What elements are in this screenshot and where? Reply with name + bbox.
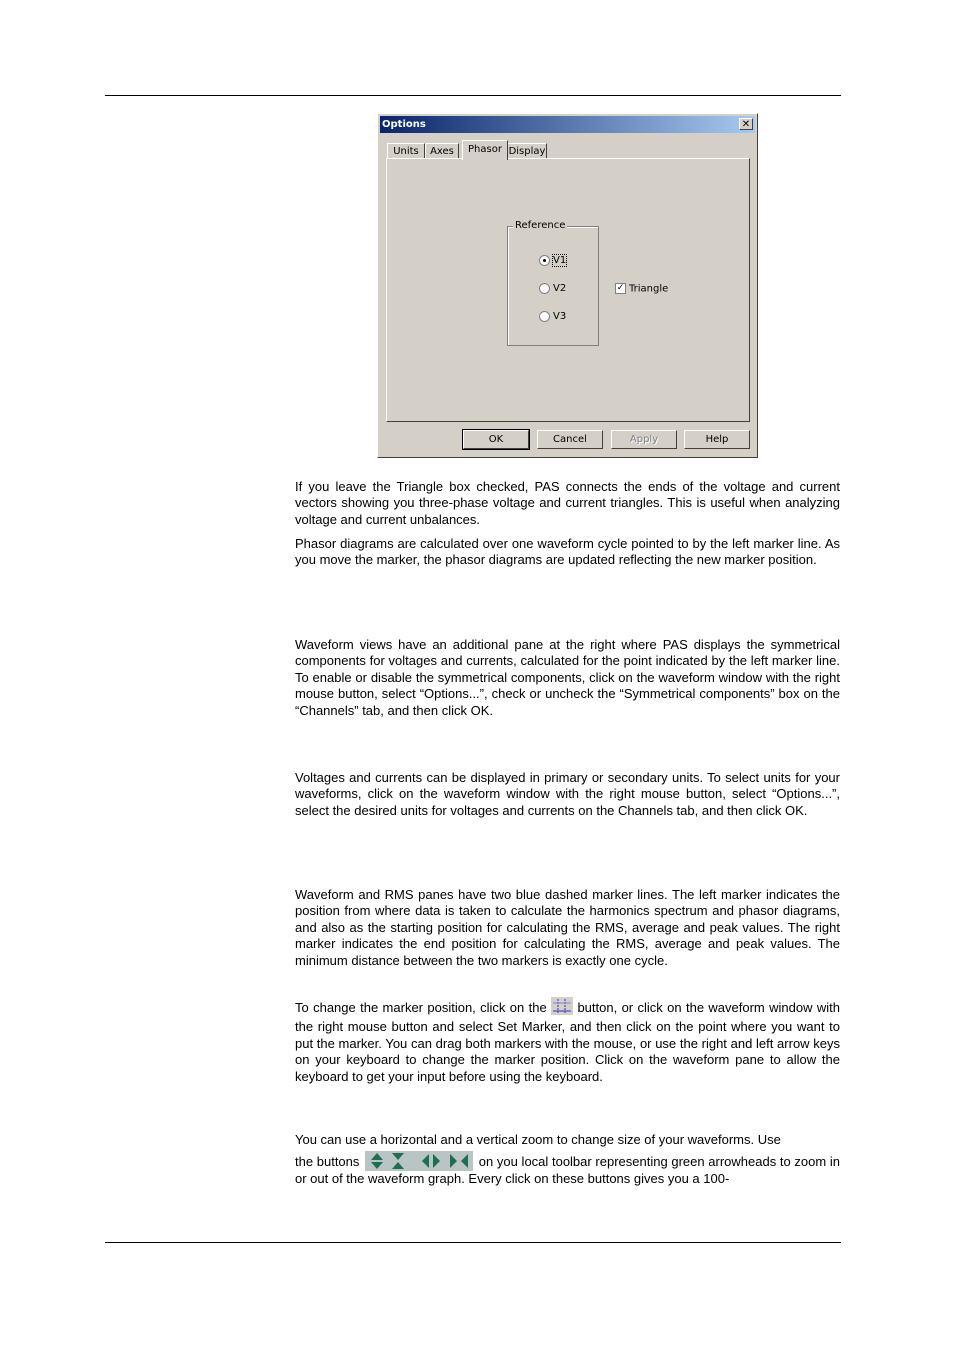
tab-units[interactable] <box>387 143 425 159</box>
apply-button[interactable]: Apply <box>611 430 677 449</box>
zoom-vertical-in-icon <box>371 1153 383 1169</box>
tab-units-label: Units <box>393 146 419 157</box>
paragraph-zoom-buttons <box>295 1151 840 1187</box>
zoom-text-start: the buttons <box>295 1154 360 1169</box>
radio-v3-indicator[interactable] <box>539 311 550 322</box>
radio-v3[interactable] <box>539 310 566 324</box>
paragraph-triangle: If you leave the Triangle box checked, PAS connects the ends of the voltage and current vectors showing you three-phase voltage and current triangles. This is useful when analyzing voltage and current unbalances. <box>295 479 840 527</box>
reference-groupbox <box>507 220 599 346</box>
triangle-label: Triangle <box>629 283 669 295</box>
triangle-checkbox[interactable]: ✓ <box>616 283 625 293</box>
radio-v3-label: V3 <box>553 311 567 322</box>
dialog-title: Options <box>382 119 426 130</box>
radio-v1[interactable] <box>539 254 566 268</box>
radio-v2-indicator[interactable] <box>539 283 550 294</box>
options-dialog <box>377 113 758 458</box>
radio-v1-indicator[interactable] <box>539 255 550 266</box>
cancel-button[interactable]: Cancel <box>537 430 603 449</box>
zoom-horizontal-out-icon <box>450 1154 468 1168</box>
tab-axes[interactable] <box>425 143 459 159</box>
paragraph-units: Voltages and currents can be displayed in primary or secondary units. To select units for your waveforms, click on the waveform window with the right mouse button, select “Options...”, select the desired units for voltages and currents on the Channels tab, and then click OK. <box>295 770 840 818</box>
zoom-vertical-out-icon <box>392 1153 404 1169</box>
header-rule <box>105 95 841 96</box>
ok-button[interactable]: OK <box>463 430 529 449</box>
radio-v2[interactable] <box>539 282 566 296</box>
footer-rule <box>105 1242 841 1243</box>
paragraph-marker-position <box>295 997 840 1085</box>
tab-display-label: Display <box>508 146 546 157</box>
tab-phasor[interactable] <box>462 140 508 160</box>
tab-display[interactable] <box>507 143 547 159</box>
paragraph-markers: Waveform and RMS panes have two blue dashed marker lines. The left marker indicates the position from where data is taken to calculate the harmonics spectrum and phasor diagrams, and also as the starting position for calculating the RMS, average and peak values. The right marker indicates the end position for calculating the RMS, average and peak values. The minimum distance between the two markers is exactly one cycle. <box>295 887 840 968</box>
phasor-tab-panel <box>386 158 750 422</box>
close-icon: ✕ <box>741 119 751 130</box>
close-button[interactable] <box>739 118 753 130</box>
marker-text-start: To change the marker position, click on the <box>295 1000 547 1015</box>
help-button[interactable]: Help <box>684 430 750 449</box>
zoom-horizontal-in-icon <box>422 1154 440 1168</box>
set-marker-icon <box>551 997 573 1019</box>
tab-axes-label: Axes <box>430 146 454 157</box>
paragraph-symmetrical: Waveform views have an additional pane at the right where PAS displays the symmetrical components for voltages and currents, calculated for the point indicated by the left marker line. To enable or disable the symmetrical components, click on the waveform window with the right mouse button, select “Options...”, check or uncheck the “Symmetrical components” box on the “Channels” tab, and then click OK. <box>295 637 840 718</box>
zoom-text-end: on you local toolbar representing green arrowheads to zoom in or out of the waveform graph. Every click on these buttons gives you a 100- <box>295 1154 840 1186</box>
paragraph-phasor: Phasor diagrams are calculated over one waveform cycle pointed to by the left marker line. As you move the marker, the phasor diagrams are updated reflecting the new marker position. <box>295 536 840 568</box>
zoom-buttons-strip <box>365 1151 473 1171</box>
tab-phasor-label: Phasor <box>468 144 502 155</box>
marker-text-end: button, or click on the waveform window with the right mouse button and select Set Marker, and then click on the point where you want to put the marker. You can drag both markers with the mouse, or use the right and left arrow keys on your keyboard to change the marker position. Click on the waveform pane to allow the keyboard to get your input before using the keyboard. <box>295 1000 840 1084</box>
dialog-titlebar <box>380 116 755 133</box>
reference-legend: Reference <box>515 220 566 231</box>
triangle-checkbox-row[interactable] <box>615 283 668 296</box>
paragraph-zoom: You can use a horizontal and a vertical zoom to change size of your waveforms. Use <box>295 1132 781 1147</box>
radio-v1-label: V1 <box>553 255 567 266</box>
radio-v2-label: V2 <box>553 283 567 294</box>
